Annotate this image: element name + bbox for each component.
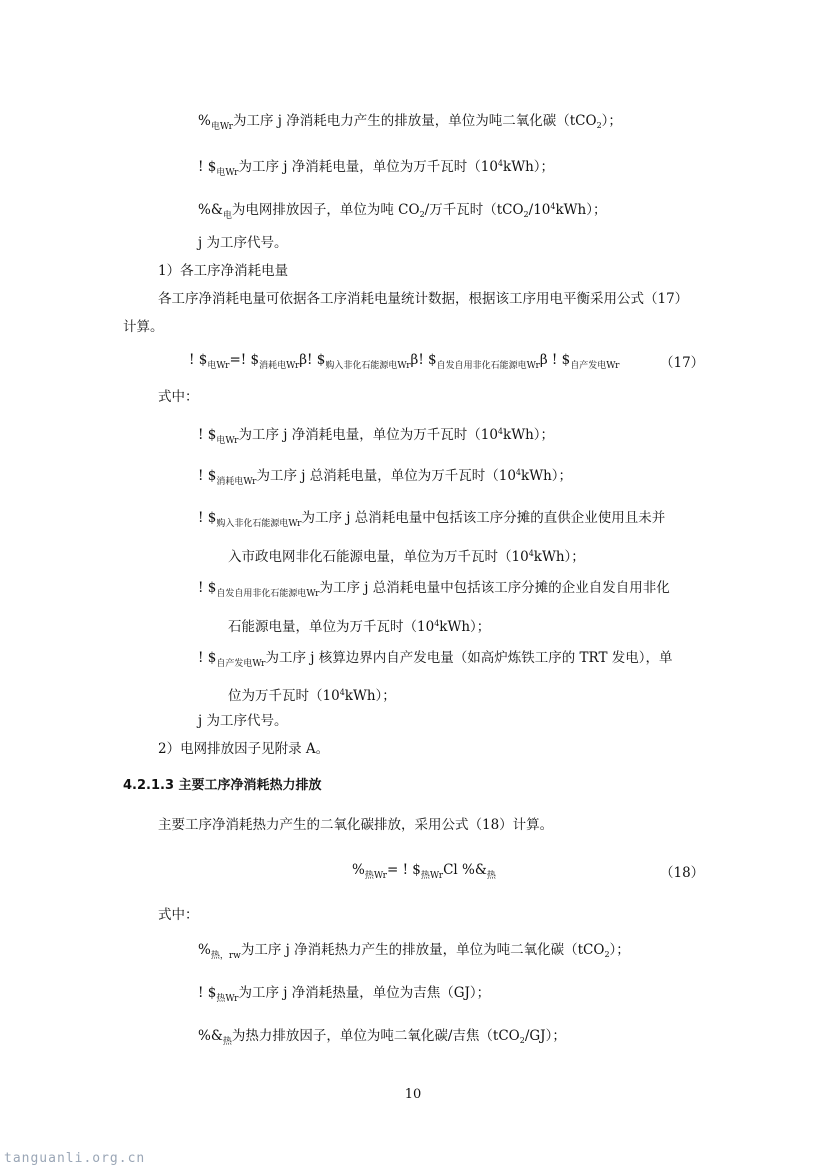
definition-text: 石能源电量，单位为万千瓦时（10 <box>228 619 435 635</box>
formula-term: = ! $ <box>386 862 421 878</box>
definition-text: 为热力排放因子，单位为吨二氧化碳/吉焦（tCO <box>231 1028 520 1044</box>
subscript: 2 <box>596 121 602 130</box>
definition-line <box>198 423 554 450</box>
definition-line <box>198 579 670 603</box>
symbol: ! $ <box>198 510 217 526</box>
symbol-subscript: 自发自用非化石能源电Wr <box>216 589 320 599</box>
definition-text: 位为万千瓦时（10 <box>228 688 340 704</box>
definition-text: 为工序 j 核算边界内自产发电量（如高炉炼铁工序的 TRT 发电），单 <box>265 650 673 666</box>
formula-subscript: 消耗电Wr <box>259 361 300 371</box>
symbol-subscript: 自产发电Wr <box>216 659 266 669</box>
definition-line <box>198 649 673 673</box>
formula-term: β! $ <box>410 352 437 368</box>
symbol-subscript: 电Wr <box>216 436 239 446</box>
symbol: ! $ <box>198 580 217 596</box>
watermark: tanguanli.org.cn <box>4 1151 146 1166</box>
symbol: ! $ <box>198 985 217 1001</box>
definition-text: 为电网排放因子，单位为吨 CO <box>231 202 420 218</box>
formula-term: % <box>352 862 365 878</box>
definition-line-continued <box>228 545 585 566</box>
formula-term: β! $ <box>299 352 326 368</box>
symbol-subscript: 电Wr <box>216 168 239 178</box>
subscript: 2 <box>419 210 425 219</box>
definition-text: 为工序 j 总消耗电量中包括该工序分摊的企业自发自用非化 <box>319 580 670 596</box>
superscript: 4 <box>528 549 534 558</box>
symbol: %& <box>198 1028 223 1044</box>
equation-number: （17） <box>660 355 705 371</box>
equation-number: （18） <box>660 865 705 881</box>
superscript: 4 <box>550 202 556 211</box>
symbol: ! $ <box>198 427 217 443</box>
definition-text-end: ）； <box>601 113 622 129</box>
definition-line <box>198 112 622 136</box>
formula-subscript: 热Wr <box>420 871 444 881</box>
formula-subscript: 电Wr <box>207 361 230 371</box>
superscript: 4 <box>515 468 522 477</box>
symbol-subscript: 电Wr <box>210 122 233 132</box>
definition-line-continued <box>228 684 396 705</box>
symbol: % <box>198 113 211 129</box>
formula-subscript: 热 <box>486 871 496 881</box>
definition-text: 为工序 j 净消耗电量，单位为万千瓦时（10 <box>238 427 498 443</box>
definition-text: 为工序 j 总消耗电量中包括该工序分摊的直供企业使用且未并 <box>301 510 666 526</box>
definition-line <box>198 198 606 225</box>
page-number: 10 <box>404 1087 422 1102</box>
definition-line <box>198 941 630 965</box>
where-label: 式中： <box>158 907 199 923</box>
symbol-subscript: 热 <box>222 1037 232 1047</box>
symbol: % <box>198 942 211 958</box>
definition-text-end: kWh）； <box>521 468 573 484</box>
definition-text-end: kWh）； <box>533 549 585 565</box>
formula-term: =! $ <box>229 352 260 368</box>
paragraph-text: 2）电网排放因子见附录 A。 <box>158 741 330 757</box>
paragraph-text: 主要工序净消耗热力产生的二氧化碳排放，采用公式（18）计算。 <box>158 817 554 833</box>
formula-17 <box>189 351 619 375</box>
definition-text: 为工序 j 净消耗热量，单位为吉焦（GJ）； <box>238 985 491 1001</box>
symbol: %& <box>198 202 223 218</box>
definition-line: j 为工序代号。 <box>198 235 288 251</box>
formula-subscript: 自发自用非化石能源电Wr <box>436 361 540 371</box>
definition-text: 为工序 j 净消耗电力产生的排放量，单位为吨二氧化碳（tCO <box>232 113 597 129</box>
definition-text-end: ）； <box>609 942 630 958</box>
definition-text: 入市政电网非化石能源电量，单位为万千瓦时（10 <box>228 549 529 565</box>
definition-text-end: /GJ）； <box>524 1028 566 1044</box>
symbol: ! $ <box>198 468 217 484</box>
formula-term: β ! $ <box>539 352 571 368</box>
definition-text-end: kWh）； <box>503 427 555 443</box>
symbol-subscript: 购入非化石能源电Wr <box>216 519 302 529</box>
superscript: 4 <box>434 619 440 628</box>
symbol-subscript: 热Wr <box>216 994 239 1004</box>
paragraph-text: 各工序净消耗电量可依据各工序消耗电量统计数据，根据该工序用电平衡采用公式（17） <box>158 291 689 307</box>
formula-subscript: 热Wr <box>364 871 387 881</box>
formula-term: Cl %& <box>443 862 487 878</box>
definition-line <box>198 984 490 1008</box>
superscript: 4 <box>497 159 504 168</box>
where-label: 式中： <box>158 389 199 405</box>
definition-line <box>198 464 572 491</box>
subscript: 2 <box>519 1036 525 1045</box>
definition-text-end: kWh）； <box>555 202 607 218</box>
definition-line <box>198 509 665 533</box>
subscript: 2 <box>604 950 610 959</box>
definition-text: /万千瓦时（tCO <box>424 202 524 218</box>
symbol-subscript: 热，rw <box>210 951 241 961</box>
symbol: ! $ <box>198 650 217 666</box>
definition-text: /10 <box>528 202 551 218</box>
definition-text-end: kWh）； <box>439 619 491 635</box>
symbol-subscript: 电 <box>222 211 232 221</box>
definition-text: 为工序 j 净消耗电量，单位为万千瓦时（10 <box>238 159 498 175</box>
definition-line <box>198 155 554 182</box>
superscript: 4 <box>339 688 345 697</box>
subscript: 2 <box>523 210 529 219</box>
symbol: ! $ <box>198 159 217 175</box>
section-heading: 4.2.1.3 主要工序净消耗热力排放 <box>123 778 322 793</box>
definition-line: j 为工序代号。 <box>198 713 288 729</box>
definition-text-end: kWh）； <box>344 688 396 704</box>
symbol-subscript: 消耗电Wr <box>216 477 257 487</box>
definition-line-continued <box>228 615 490 636</box>
formula-18 <box>352 861 496 885</box>
formula-subscript: 自产发电Wr <box>570 361 620 371</box>
formula-subscript: 购入非化石能源电Wr <box>325 361 411 371</box>
formula-term: ! $ <box>189 352 208 368</box>
definition-line <box>198 1027 566 1051</box>
definition-text: 为工序 j 总消耗电量，单位为万千瓦时（10 <box>256 468 516 484</box>
definition-text-end: kWh）； <box>503 159 555 175</box>
sub-heading: 1）各工序净消耗电量 <box>158 263 289 279</box>
superscript: 4 <box>497 427 504 436</box>
definition-text: 为工序 j 净消耗热力产生的排放量，单位为吨二氧化碳（tCO <box>240 942 605 958</box>
paragraph-text: 计算。 <box>123 319 164 335</box>
